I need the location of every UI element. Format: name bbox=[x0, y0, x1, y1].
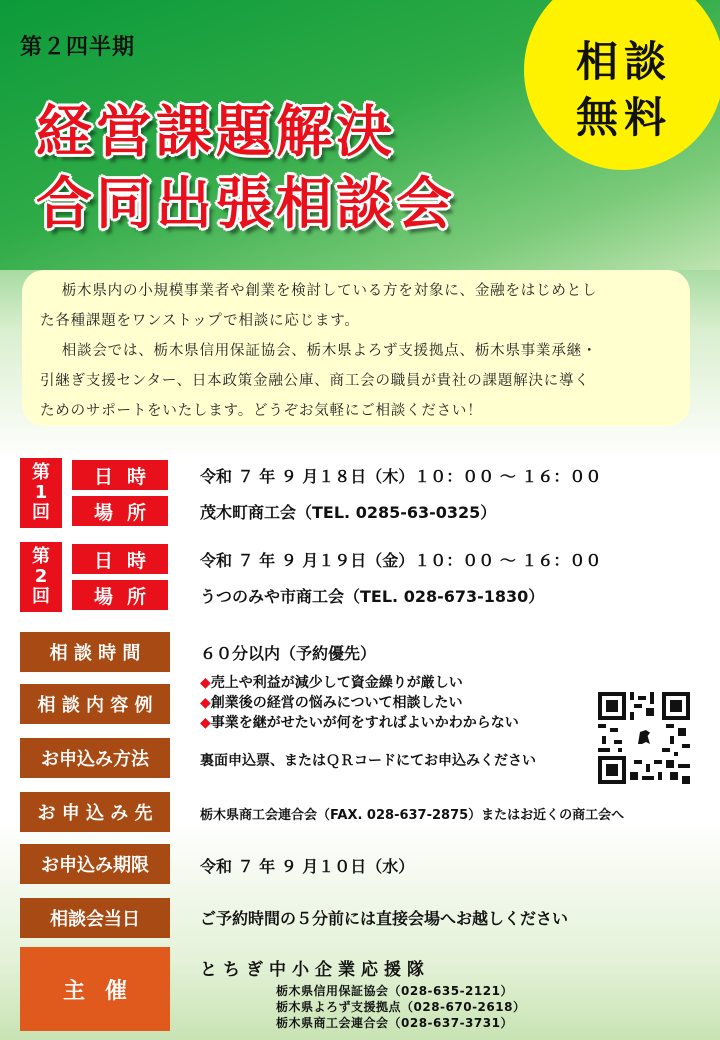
apply-to-value: 栃木県商工会連合会（FAX. 028-637-2875）またはお近くの商工会へ bbox=[200, 808, 625, 823]
apply-method-label: お申込み方法 bbox=[20, 738, 170, 778]
day-label: 相談会当日 bbox=[20, 898, 170, 938]
example-text: 創業後の経営の悩みについて相談したい bbox=[210, 695, 463, 711]
deadline-value: 令和 ７ 年 ９ 月１０日（水） bbox=[200, 857, 415, 876]
session-1-date: 令和 ７ 年 ９ 月１８日（木）１０：００ 〜 １６：００ bbox=[200, 467, 602, 486]
sponsor-name: とちぎ中小企業応援隊 bbox=[200, 960, 430, 980]
duration-label: 相 談 時 間 bbox=[20, 632, 170, 672]
example-text: 売上や利益が減少して資金繰りが厳しい bbox=[210, 675, 463, 691]
session-label-bottom: 回 bbox=[32, 502, 50, 523]
intro-box bbox=[22, 270, 690, 426]
session-label-top: 第 bbox=[32, 546, 50, 567]
sponsor-org: 栃木県よろず支援拠点（028-670-2618） bbox=[276, 1000, 526, 1014]
badge-line1: 相談 bbox=[575, 37, 672, 86]
main-title-line1: 経営課題解決 bbox=[36, 100, 396, 165]
day-value: ご予約時間の５分前には直接会場へお越しください bbox=[200, 909, 569, 928]
sponsor-label: 主催 bbox=[20, 947, 170, 1031]
sponsor-org: 栃木県信用保証協会（028-635-2121） bbox=[276, 984, 513, 998]
session-label-top: 第 bbox=[32, 462, 50, 483]
session-label-number: 1 bbox=[34, 482, 48, 503]
sponsor-org: 栃木県商工会連合会（028-637-3731） bbox=[276, 1016, 513, 1030]
duration-value: ６０分以内（予約優先） bbox=[200, 644, 377, 663]
intro-line: た各種課題をワンストップで相談に応じます。 bbox=[40, 313, 360, 329]
apply-to-label: お 申 込 み 先 bbox=[20, 792, 170, 832]
session-1-date-label: 日時 bbox=[72, 460, 168, 490]
examples-list bbox=[200, 673, 519, 733]
session-2-place: うつのみや市商工会（TEL. 028-673-1830） bbox=[200, 587, 545, 606]
diamond-bullet-icon: ◆ bbox=[200, 715, 211, 731]
session-1-label bbox=[20, 458, 62, 528]
apply-method-value: 裏面申込票、またはＱＲコードにてお申込みください bbox=[200, 753, 536, 769]
examples-label: 相 談 内 容 例 bbox=[20, 684, 170, 724]
session-2-label bbox=[20, 542, 62, 612]
intro-line: ためのサポートをいたします。どうぞお気軽にご相談ください！ bbox=[40, 403, 483, 419]
example-text: 事業を継がせたいが何をすればよいかわからない bbox=[210, 715, 519, 731]
deadline-label: お申込み期限 bbox=[20, 844, 170, 884]
session-2-date: 令和 ７ 年 ９ 月１９日（金）１０：００ 〜 １６：００ bbox=[200, 551, 602, 570]
diamond-bullet-icon: ◆ bbox=[200, 675, 211, 691]
intro-line: 栃木県内の小規模事業者や創業を検討している方を対象に、金融をはじめとし bbox=[61, 283, 598, 299]
example-item bbox=[200, 713, 519, 733]
session-2-place-label: 場所 bbox=[72, 580, 168, 610]
quarter-label: 第２四半期 bbox=[20, 35, 136, 60]
session-2-date-label: 日時 bbox=[72, 544, 168, 574]
intro-line: 引継ぎ支援センター、日本政策金融公庫、商工会の職員が貴社の課題解決に導く bbox=[40, 373, 590, 389]
intro-line: 相談会では、栃木県信用保証協会、栃木県よろず支援拠点、栃木県事業承継・ bbox=[61, 343, 598, 359]
badge-line2: 無料 bbox=[575, 93, 672, 142]
main-title-line2: 合同出張相談会 bbox=[36, 172, 456, 237]
example-item bbox=[200, 693, 519, 713]
session-label-bottom: 回 bbox=[32, 586, 50, 607]
example-item bbox=[200, 673, 519, 693]
session-1-place: 茂木町商工会（TEL. 0285-63-0325） bbox=[200, 503, 497, 522]
session-label-number: 2 bbox=[34, 566, 48, 587]
session-1-place-label: 場所 bbox=[72, 496, 168, 526]
qr-code-icon[interactable] bbox=[598, 692, 690, 784]
diamond-bullet-icon: ◆ bbox=[200, 695, 211, 711]
